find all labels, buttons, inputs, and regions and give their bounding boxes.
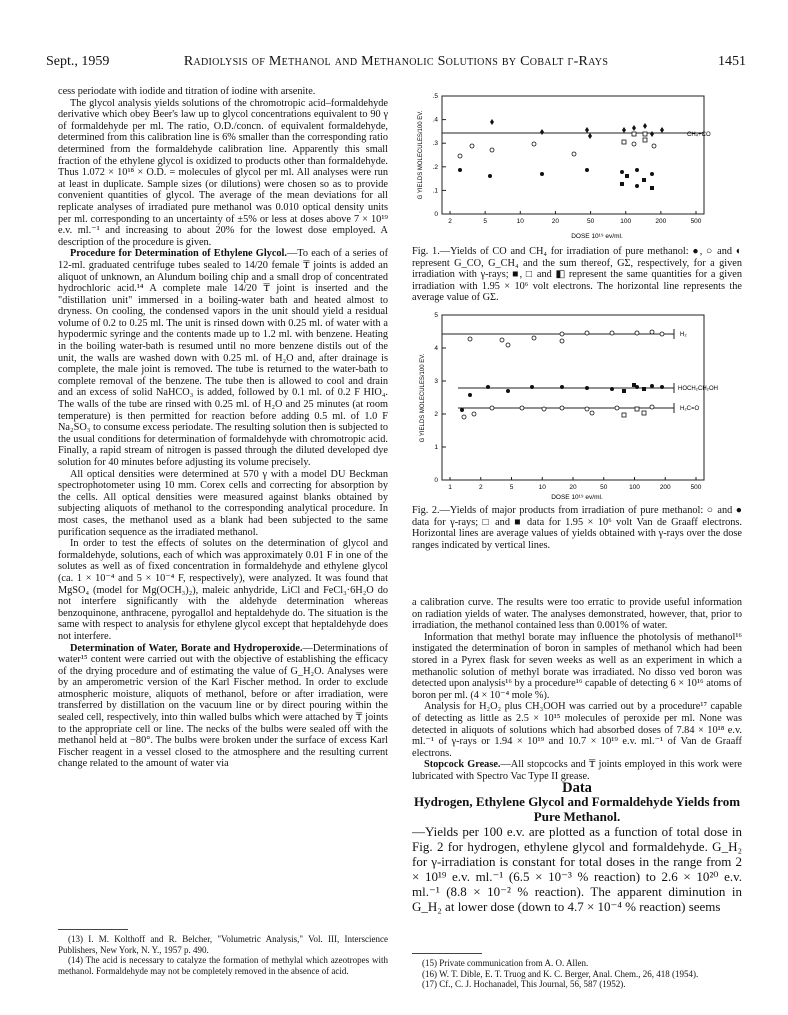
- data-point: [472, 412, 476, 416]
- y-tick-label: .5: [432, 93, 438, 100]
- data-point: [540, 172, 544, 176]
- x-tick-label: 200: [655, 218, 667, 225]
- y-tick-label: .3: [432, 140, 438, 148]
- data-point: [462, 415, 466, 419]
- data-point: [560, 332, 564, 336]
- x-tick-label: 200: [659, 484, 671, 491]
- data-point: [632, 142, 636, 146]
- data-point: [585, 407, 589, 411]
- footnotes-right: [412, 958, 742, 990]
- data-point: [622, 389, 626, 393]
- x-tick-label: 2: [448, 218, 452, 225]
- data-point: [635, 331, 639, 335]
- data-point: [642, 387, 646, 391]
- x-tick-label: 5: [483, 218, 487, 225]
- x-tick-label: 500: [690, 218, 702, 225]
- y-axis-label: G YIELDS MOLECULES/100 EV.: [420, 353, 426, 443]
- data-point: [635, 184, 639, 188]
- right-column: [412, 597, 742, 914]
- footnote: (13) I. M. Kolthoff and R. Belcher, "Volumetric Analysis," Vol. III, Interscience Publishers, New York, N. Y., 1957 p. 490.: [58, 934, 388, 955]
- paragraph: [58, 248, 388, 468]
- data-point: [588, 133, 592, 139]
- data-point: [585, 127, 589, 133]
- data-point: [542, 407, 546, 411]
- data-point: [460, 408, 464, 412]
- data-point: [660, 332, 664, 336]
- x-tick-label: 1: [448, 484, 452, 491]
- y-tick-label: .4: [432, 116, 438, 124]
- data-point: [620, 182, 624, 186]
- x-tick-label: 100: [629, 484, 640, 491]
- data-point: [615, 406, 619, 410]
- paragraph-text: —Determinations of water¹⁵ content were carried out with the objective of establishing the efficacy of the drying procedure and of estimating the value of G_H₂O. Analyses were by an amperometric version of the Karl Fischer method. In order to exclude atmospheric moisture, aliquots of methanol, before or after irradiation, were transferred by distillation on the vacuum line or by direct pouring within the sealed cell, respectively, into thin walled bulbs which were attached by ₸ joints to the appropriate cell or line. The necks of the bulbs were sealed off with the methanol held at −80°. The bulbs were broken under the surface of excess Karl Fischer reagent in a vessel closed to the atmosphere and the resulting current change related to the amount of water via: [58, 642, 388, 770]
- data-point: [622, 127, 626, 133]
- run-in-heading: Procedure for Determination of Ethylene Glycol.: [70, 248, 287, 260]
- figure-2: [412, 305, 742, 503]
- data-point: [506, 389, 510, 393]
- y-tick-label: .1: [432, 187, 438, 195]
- data-point: [585, 331, 589, 335]
- x-axis-label: DOSE 10¹⁹ ev/ml.: [571, 233, 623, 240]
- data-point: [585, 386, 589, 390]
- data-point: [490, 148, 494, 152]
- run-in-heading: Stopcock Grease.: [424, 759, 501, 771]
- subsection-heading: Hydrogen, Ethylene Glycol and Formaldehyde Yields from Pure Methanol.: [413, 794, 741, 825]
- data-point: [650, 131, 654, 137]
- x-tick-label: 50: [586, 218, 595, 225]
- data-point: [650, 186, 654, 190]
- data-point: [560, 339, 564, 343]
- data-point: [642, 178, 646, 182]
- footnote: (17) Cf., C. J. Hochanadel, This Journal, 56, 587 (1952).: [422, 979, 626, 989]
- paragraph: The glycol analysis yields solutions of the chromotropic acid–formaldehyde derivative which obey Beer's law up to glycol concentrations equivalent to 90 γ of formaldehyde per ml. The ratio, O.D./concn. of equivalent formaldehyde, determined from this calibration line is 6% smaller than the corresponding ratio determined from the formaldehyde calibration line. Apparently this small fraction of the ethylene glycol is oxidized to products other than formaldehyde. Thus 1.072 × 10¹⁸ × O.D. = molecules of glycol per ml. All analyses were run at least in duplicate. Sample sizes (or dilutions) were chosen so as to provide convenient quantities of glycol. The average of the mean deviations for all replicate analyses of irradiated pure methanol was 0.010 optical density units per ml. corresponding to an uncertainty of ±5% or less at doses above 7 × 10¹⁹ e.v. ml.⁻¹ and increasing to about 20% for the lowest dose employed. A description of the procedure is given.: [58, 97, 388, 248]
- data-point: [470, 144, 474, 148]
- data-point: [532, 336, 536, 340]
- page-number: 1451: [718, 54, 746, 69]
- figure-1-chart: [412, 84, 742, 244]
- paragraph-text: —All stopcocks and ₸ joints employed in this work were lubricated with Spectro Vac Type II grease.: [412, 759, 742, 782]
- y-tick-label: 0: [434, 211, 438, 218]
- data-point: [560, 385, 564, 389]
- data-point: [468, 393, 472, 397]
- plot-frame: [442, 315, 704, 480]
- data-point: [468, 337, 472, 341]
- section-heading: Data: [562, 779, 592, 796]
- footnote-rule: [58, 929, 128, 930]
- left-column: [58, 86, 388, 770]
- data-point: [635, 168, 639, 172]
- data-point: [625, 174, 629, 178]
- figure-2-caption: Fig. 2.—Yields of major products from irradiation of pure methanol: ○ and ● data for γ-rays; □ and ■ data for 1.95 × 10⁶ volt Van de Graaff electrons. Horizontal lines are average values of yields obtained with γ-rays over the dose ranges indicated by vertical lines.: [412, 505, 742, 551]
- series-label-h2: H₂: [680, 332, 687, 338]
- data-point: [500, 338, 504, 342]
- data-point: [532, 142, 536, 146]
- footnote: (15) Private communication from A. O. Allen.: [422, 958, 589, 968]
- x-tick-label: 50: [600, 484, 608, 491]
- data-point: [660, 385, 664, 389]
- data-point: [610, 387, 614, 391]
- data-point: [632, 383, 636, 387]
- x-tick-label: 500: [690, 484, 702, 491]
- footnote: (14) The acid is necessary to catalyze the formation of methylal which azeotropes with methanol. Formaldehyde may not be completely removed in the absence of acid.: [58, 955, 388, 976]
- data-point: [585, 168, 589, 172]
- data-point: [572, 152, 576, 156]
- data-point: [622, 413, 626, 417]
- y-tick-label: 4: [434, 345, 438, 352]
- x-tick-label: 20: [569, 484, 577, 491]
- data-point: [622, 140, 626, 144]
- paragraph: All optical densities were determined at 570 γ with a model DU Beckman spectrophotometer using 10 mm. Corex cells and correcting for absorption by the cells. All optical densities were measured against blanks obtained by subjecting aliquots of methanol to the corresponding analytical procedure. In most cases, the methanol used as a blank had been subjected to the same purification sequence as the irradiated methanol.: [58, 468, 388, 538]
- footnote: (16) W. T. Dible, E. T. Truog and K. C. Berger, Anal. Chem., 26, 418 (1954).: [422, 968, 699, 979]
- x-tick-label: 100: [620, 218, 632, 225]
- figure-1: [412, 84, 742, 244]
- y-tick-label: 2: [434, 411, 438, 418]
- data-point: [643, 123, 647, 129]
- data-point: [650, 172, 654, 176]
- data-point: [520, 406, 524, 410]
- x-tick-label: 10: [538, 484, 546, 491]
- data-point: [632, 132, 636, 136]
- paragraph: cess periodate with iodide and titration of iodine with arsenite.: [58, 86, 316, 97]
- y-tick-label: .2: [432, 163, 438, 171]
- figure-2-chart: [412, 305, 742, 503]
- data-point: [632, 125, 636, 131]
- run-in-heading: Determination of Water, Borate and Hydroperoxide.: [70, 642, 303, 654]
- data-point: [590, 411, 594, 415]
- paragraph: a calibration curve. The results were too erratic to provide useful information on radiation yields of water. The analyses demonstrated, however, that, prior to irradiation, the methanol contained less than 0.001% of water.: [412, 597, 742, 632]
- y-tick-label: 3: [434, 378, 438, 385]
- paragraph: Information that methyl borate may influence the photolysis of methanol¹⁶ instigated the determination of boron in samples of methanol which had been stored in a Pyrex flask for seven weeks as well as an experiment in which a methanolic solution of methyl borate was irradiated. No disso ved boron was detected upon analysis¹⁶ by a procedure¹⁶ capable of detecting 6 × 10¹⁶ atoms of boron per ml. (4 × 10⁻⁴ mole %).: [412, 631, 742, 701]
- data-point: [652, 144, 656, 148]
- data-point: [610, 331, 614, 335]
- figure-1-caption: Fig. 1.—Yields of CO and CH₄ for irradiation of pure methanol: ●, ○ and ◐ represent G_CO, G_CH₄ and the sum thereof, GΣ, respectively, for a given irradiation with γ-rays; ■, □ and ◧ represent the same quantities for a given irradiation with 1.95 × 10⁶ volt electrons. The horizontal line represents the average value of GΣ.: [412, 246, 742, 304]
- footnotes-left: [58, 934, 388, 976]
- series-label-sum: CH₄+CO: [687, 132, 711, 138]
- paragraph: —Yields per 100 e.v. are plotted as a function of total dose in Fig. 2 for hydrogen, ethylene glycol and formaldehyde. G_H₂ for γ-irradiation is constant for total doses in the range from 2 × 10¹⁹ e.v. ml.⁻¹ (6.5 × 10⁻³ % reaction) to 2.6 × 10²⁰ e.v. ml.⁻¹ (8.8 × 10⁻² % reaction). The apparent diminution in G_H₂ at lower dose (down to 4.7 × 10⁻⁴ % reaction) seems: [412, 824, 742, 915]
- data-point: [458, 154, 462, 158]
- data-point: [486, 385, 490, 389]
- data-point: [620, 170, 624, 174]
- data-point: [643, 132, 647, 136]
- data-point: [530, 385, 534, 389]
- data-point: [488, 174, 492, 178]
- page-header: [46, 54, 746, 72]
- data-point: [560, 406, 564, 410]
- paragraph: In order to test the effects of solutes on the determination of glycol and formaldehyde, solutions, each of which was approximately 0.01 F in one of the solutes as well as of fixed concentration in formaldehyde and ethylene glycol (ca. 1 × 10⁻⁴ and 5 × 10⁻⁴ F, respectively), were analyzed. It was found that MgSO₄ (model for Mg(OCH₃)₂), maleic anhydride, LiCl and FeCl₃·6H₂O do not interfere significantly with the aldehyde determination whereas benzoquinone, anthracene, pyrogallol and heptaldehyde do. The situation is the same with respect to analysis for ethylene glycol except that heptaldehyde does not interfere.: [58, 538, 388, 642]
- data-point: [540, 129, 544, 135]
- data-point: [650, 330, 654, 334]
- data-point: [458, 168, 462, 172]
- data-point: [642, 411, 646, 415]
- series-label-glycol: HOCH₂CH₂OH: [678, 386, 718, 392]
- x-tick-label: 2: [478, 484, 483, 491]
- x-tick-label: 20: [551, 218, 560, 225]
- data-point: [660, 127, 664, 133]
- paragraph: [58, 643, 388, 771]
- y-tick-label: 0: [434, 477, 438, 484]
- data-point: [490, 406, 494, 410]
- data-point: [650, 384, 654, 388]
- y-axis-label: G YIELDS MOLECULES/100 EV.: [418, 110, 424, 200]
- data-point: [643, 138, 647, 142]
- paragraph-text: —To each of a series of 12-ml. graduated centrifuge tubes sealed to 14/20 female ₸ joints is added an aliquot of unknown, an Alundum boiling chip and a small drop of concentrated hydrochloric acid.¹⁴ A complete male 14/20 ₸ joint is inserted and the "distillation unit" immersed in a boiling-water bath and heated almost to dryness. On cooling, the condensed vapors in the unit should yield a residual volume of 0.2 to 0.25 ml. The unit is rinsed down with 0.25 ml. of water with a hypodermic syringe and the contents made up to 1.2 ml. with benzene. Heating in the boiling water-bath is resumed until no more benzene distils out of the unit, the walls are washed down with 0.25 ml. of H₂O and, after drainage is complete, the male joint is removed. The tube is returned to the water-bath to complete removal of the benzene. The tube then is allowed to cool and drain and an excess of solid NaHCO₃ is added, followed by 0.1 ml. of 0.2 F HIO₄. The walls of the tube are rinsed with 0.25 ml. of H₂O and 25 minutes (at room temperature) is then permitted for reaction before adding 0.5 ml. of 1.0 F Na₂SO₃ to consume excess periodate. The resulting solution then is subjected to the usual conditions for determination of formaldehyde with chromotropic acid. Finally, a rapid stream of nitrogen is passed through the diluted developed dye solution for 40 minutes before adjusting its volume precisely.: [58, 248, 388, 468]
- x-tick-label: 10: [516, 218, 524, 225]
- data-point: [650, 405, 654, 409]
- paragraph: Analysis for H₂O₂ plus CH₃OOH was carried out by a procedure¹⁷ capable of detecting as little as 2.5 × 10¹⁵ molecules of peroxide per ml. None was detected in aliquots of solutions which had absorbed doses of 7.84 × 10¹⁸ e.v. ml.⁻¹ of γ-rays or 1.94 × 10¹⁹ and 10.7 × 10¹⁹ e.v. ml.⁻¹ of Van de Graaff electrons.: [412, 701, 742, 759]
- header-date: Sept., 1959: [46, 54, 110, 69]
- data-point: [635, 407, 639, 411]
- series-label-hcho: H₂C=O: [680, 406, 700, 412]
- header-title: Radiolysis of Methanol and Methanolic Solutions by Cobalt γ-Rays: [183, 54, 609, 69]
- x-tick-label: 5: [509, 484, 514, 491]
- x-axis-label: DOSE 10¹⁹ ev/ml.: [551, 494, 603, 501]
- data-point: [506, 343, 510, 347]
- footnote-rule: [412, 953, 482, 954]
- y-tick-label: 5: [434, 312, 438, 319]
- data-point: [490, 119, 494, 125]
- y-tick-label: 1: [434, 444, 438, 451]
